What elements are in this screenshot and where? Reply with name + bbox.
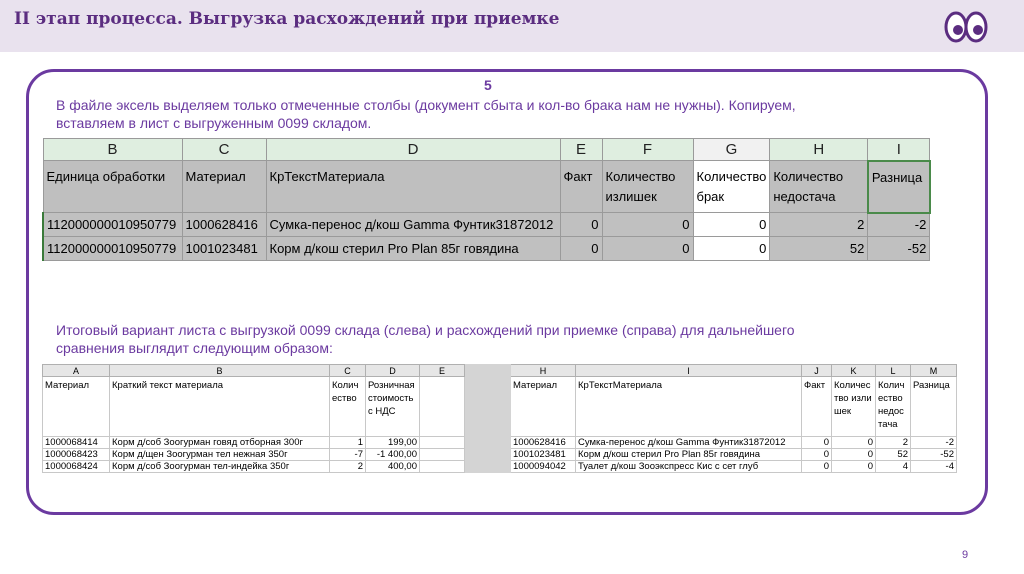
instruction-paragraph-2 bbox=[56, 321, 795, 357]
cell[interactable]: 52 bbox=[876, 449, 911, 461]
cell[interactable] bbox=[420, 449, 465, 461]
col-letter[interactable]: B bbox=[110, 365, 330, 377]
header-row bbox=[43, 377, 957, 437]
table-row bbox=[43, 437, 957, 449]
header-cell[interactable]: Единица обработки bbox=[43, 161, 182, 213]
header-cell[interactable]: КрТекстМатериала bbox=[266, 161, 560, 213]
cell[interactable]: 0 bbox=[560, 237, 602, 261]
header-cell[interactable]: Материал bbox=[43, 377, 110, 437]
cell[interactable]: 1000628416 bbox=[511, 437, 576, 449]
cell[interactable]: 1000094042 bbox=[511, 461, 576, 473]
table-row bbox=[43, 461, 957, 473]
header-cell[interactable]: Количество недостача bbox=[876, 377, 911, 437]
col-letter[interactable]: C bbox=[182, 139, 266, 161]
cell[interactable]: 0 bbox=[802, 461, 832, 473]
table-row bbox=[43, 449, 957, 461]
cell[interactable]: -52 bbox=[911, 449, 957, 461]
cell[interactable]: -1 400,00 bbox=[366, 449, 420, 461]
cell[interactable]: 52 bbox=[770, 237, 868, 261]
cell[interactable]: -2 bbox=[868, 213, 930, 237]
col-letter[interactable]: A bbox=[43, 365, 110, 377]
col-letter[interactable]: I bbox=[868, 139, 930, 161]
page-number: 9 bbox=[962, 549, 969, 561]
col-letter[interactable]: C bbox=[330, 365, 366, 377]
eyes-logo-icon bbox=[944, 10, 988, 44]
cell[interactable]: 2 bbox=[330, 461, 366, 473]
col-letter[interactable]: E bbox=[560, 139, 602, 161]
cell[interactable]: 1001023481 bbox=[182, 237, 266, 261]
hidden-columns-gap bbox=[465, 365, 511, 377]
instruction-line-4: сравнения выглядит следующим образом: bbox=[56, 340, 333, 356]
header-cell-selected[interactable]: Разница bbox=[868, 161, 930, 213]
step-number: 5 bbox=[484, 77, 492, 93]
cell[interactable]: 0 bbox=[832, 461, 876, 473]
header-cell[interactable] bbox=[420, 377, 465, 437]
col-letter[interactable]: F bbox=[602, 139, 693, 161]
col-letter[interactable]: D bbox=[366, 365, 420, 377]
hidden-columns-gap bbox=[465, 461, 511, 473]
cell[interactable]: 0 bbox=[832, 449, 876, 461]
cell[interactable]: Корм д/щен Зоогурман тел нежная 350г bbox=[110, 449, 330, 461]
table-row bbox=[43, 237, 930, 261]
cell[interactable]: 400,00 bbox=[366, 461, 420, 473]
instruction-line-3: Итоговый вариант листа с выгрузкой 0099 склада (слева) и расхождений при приемке (справа) для дальнейшего bbox=[56, 322, 795, 338]
cell[interactable]: 0 bbox=[602, 213, 693, 237]
excel-top-table bbox=[42, 138, 931, 261]
cell[interactable]: 199,00 bbox=[366, 437, 420, 449]
cell[interactable]: -4 bbox=[911, 461, 957, 473]
header-cell[interactable]: Материал bbox=[511, 377, 576, 437]
hidden-columns-gap bbox=[465, 437, 511, 449]
cell[interactable] bbox=[420, 437, 465, 449]
cell[interactable]: 0 bbox=[832, 437, 876, 449]
cell[interactable]: Корм д/кош стерил Pro Plan 85г говядина bbox=[266, 237, 560, 261]
cell[interactable]: 1 bbox=[330, 437, 366, 449]
cell[interactable]: 0 bbox=[602, 237, 693, 261]
header-cell[interactable]: Факт bbox=[560, 161, 602, 213]
cell[interactable]: 1000068423 bbox=[43, 449, 110, 461]
cell[interactable]: 1000068414 bbox=[43, 437, 110, 449]
header-cell[interactable]: Количество излишек bbox=[832, 377, 876, 437]
cell[interactable]: 2 bbox=[770, 213, 868, 237]
cell[interactable]: -2 bbox=[911, 437, 957, 449]
column-letters-row bbox=[43, 139, 930, 161]
header-cell[interactable]: Количество bbox=[330, 377, 366, 437]
col-letter[interactable]: J bbox=[802, 365, 832, 377]
hidden-columns-gap bbox=[465, 449, 511, 461]
col-letter[interactable]: K bbox=[832, 365, 876, 377]
header-cell[interactable]: Факт bbox=[802, 377, 832, 437]
cell[interactable]: -7 bbox=[330, 449, 366, 461]
col-letter[interactable]: G bbox=[693, 139, 770, 161]
cell[interactable]: Сумка-перенос д/кош Gamma Фунтик31872012 bbox=[266, 213, 560, 237]
slide-header bbox=[0, 0, 1024, 52]
cell[interactable]: 4 bbox=[876, 461, 911, 473]
cell[interactable]: 1000068424 bbox=[43, 461, 110, 473]
column-letters-row bbox=[43, 365, 957, 377]
header-cell[interactable]: КрТекстМатериала bbox=[576, 377, 802, 437]
col-letter[interactable]: E bbox=[420, 365, 465, 377]
instruction-line-1: В файле эксель выделяем только отмеченные столбы (документ сбыта и кол-во брака нам не нужны). Копируем, bbox=[56, 97, 796, 113]
cell[interactable]: Корм д/соб Зоогурман говяд отборная 300г bbox=[110, 437, 330, 449]
cell[interactable]: 0 bbox=[560, 213, 602, 237]
col-letter[interactable]: I bbox=[576, 365, 802, 377]
cell[interactable]: 0 bbox=[693, 213, 770, 237]
col-letter[interactable]: H bbox=[770, 139, 868, 161]
cell[interactable]: 1000628416 bbox=[182, 213, 266, 237]
col-letter[interactable]: L bbox=[876, 365, 911, 377]
slide-title: II этап процесса. Выгрузка расхождений при приемке bbox=[14, 9, 560, 29]
instruction-paragraph-1 bbox=[56, 96, 796, 132]
cell[interactable]: 1001023481 bbox=[511, 449, 576, 461]
cell[interactable]: -52 bbox=[868, 237, 930, 261]
cell[interactable]: Туалет д/кош Зооэкспресс Кис с сет глуб bbox=[576, 461, 802, 473]
cell[interactable]: Корм д/кош стерил Pro Plan 85г говядина bbox=[576, 449, 802, 461]
header-cell[interactable]: Розничная стоимость с НДС bbox=[366, 377, 420, 437]
header-cell[interactable]: Количество недостача bbox=[770, 161, 868, 213]
cell[interactable]: 0 bbox=[693, 237, 770, 261]
header-cell[interactable]: Разница bbox=[911, 377, 957, 437]
excel-bottom-table bbox=[42, 364, 957, 473]
cell[interactable]: Корм д/соб Зоогурман тел-индейка 350г bbox=[110, 461, 330, 473]
col-letter[interactable]: H bbox=[511, 365, 576, 377]
cell[interactable]: 112000000010950779 bbox=[43, 237, 182, 261]
header-cell[interactable]: Количество брак bbox=[693, 161, 770, 213]
col-letter[interactable]: B bbox=[43, 139, 182, 161]
cell[interactable]: 112000000010950779 bbox=[43, 213, 182, 237]
cell[interactable]: 2 bbox=[876, 437, 911, 449]
col-letter[interactable]: M bbox=[911, 365, 957, 377]
header-cell[interactable]: Краткий текст материала bbox=[110, 377, 330, 437]
hidden-columns-gap bbox=[465, 377, 511, 437]
cell[interactable]: 0 bbox=[802, 449, 832, 461]
header-row bbox=[43, 161, 930, 213]
col-letter[interactable]: D bbox=[266, 139, 560, 161]
header-cell[interactable]: Материал bbox=[182, 161, 266, 213]
cell[interactable] bbox=[420, 461, 465, 473]
instruction-line-2: вставляем в лист с выгруженным 0099 складом. bbox=[56, 115, 372, 131]
cell[interactable]: Сумка-перенос д/кош Gamma Фунтик31872012 bbox=[576, 437, 802, 449]
cell[interactable]: 0 bbox=[802, 437, 832, 449]
table-row bbox=[43, 213, 930, 237]
header-cell[interactable]: Количество излишек bbox=[602, 161, 693, 213]
